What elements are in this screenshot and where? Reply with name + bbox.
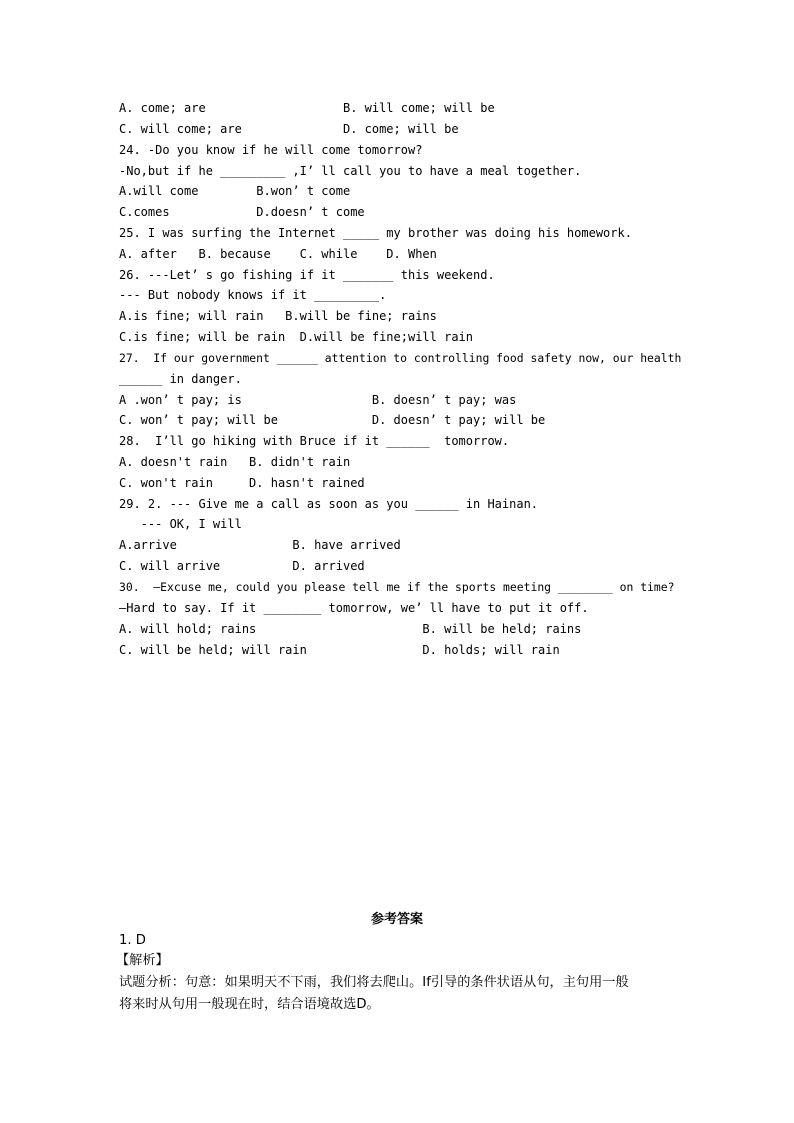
analysis-tag: 【解析】 [116, 953, 169, 968]
question-24: 24. -Do you know if he will come tomorrow? [119, 143, 423, 157]
option-line: A.arrive B. have arrived [119, 538, 401, 552]
option-line: A. after B. because C. while D. When [119, 247, 437, 261]
option-line: C. won’ t pay; will be D. doesn’ t pay; will be [119, 413, 546, 427]
answer-item-number: 1. D [119, 933, 146, 948]
question-line: --- OK, I will [119, 517, 242, 531]
option-line: A .won’ t pay; is B. doesn’ t pay; was [119, 393, 517, 407]
analysis-text-2: 将来时从句用一般现在时，结合语境故选D。 [119, 997, 380, 1012]
question-30: 30. —Excuse me, could you please tell me if the sports meeting ________ on time? [119, 580, 675, 594]
question-25: 25. I was surfing the Internet _____ my brother was doing his homework. [119, 226, 632, 240]
option-line: A.is fine; will rain B.will be fine; rains [119, 309, 437, 323]
option-line: A.will come B.won’ t come [119, 184, 351, 198]
question-line: -No,but if he _________ ,I’ ll call you to have a meal together. [119, 164, 582, 178]
option-line: A. come; are B. will come; will be [119, 101, 495, 115]
option-line: A. doesn't rain B. didn't rain [119, 455, 351, 469]
option-line: C. will be held; will rain D. holds; will rain [119, 643, 560, 657]
option-line: C. will come; are D. come; will be [119, 122, 459, 136]
question-26: 26. ---Let’ s go fishing if it _______ this weekend. [119, 268, 495, 282]
analysis-text-1: 试题分析：句意：如果明天不下雨，我们将去爬山。If引导的条件状语从句，主句用一般 [119, 975, 629, 990]
question-line: --- But nobody knows if it _________. [119, 288, 387, 302]
question-28: 28. I’ll go hiking with Bruce if it ______ tomorrow. [119, 434, 510, 448]
option-line: C.is fine; will be rain D.will be fine;will rain [119, 330, 474, 344]
option-line: C. will arrive D. arrived [119, 559, 365, 573]
option-line: C. won't rain D. hasn't rained [119, 476, 365, 490]
question-29: 29. 2. --- Give me a call as soon as you ______ in Hainan. [119, 497, 539, 511]
option-line: A. will hold; rains B. will be held; rains [119, 622, 582, 636]
question-line: ______ in danger. [119, 372, 242, 386]
question-27: 27. If our government ______ attention to controlling food safety now, our health [119, 351, 682, 365]
question-line: —Hard to say. If it ________ tomorrow, we’ ll have to put it off. [119, 601, 589, 615]
option-line: C.comes D.doesn’ t come [119, 205, 365, 219]
answer-title: 参考答案 [370, 912, 423, 927]
